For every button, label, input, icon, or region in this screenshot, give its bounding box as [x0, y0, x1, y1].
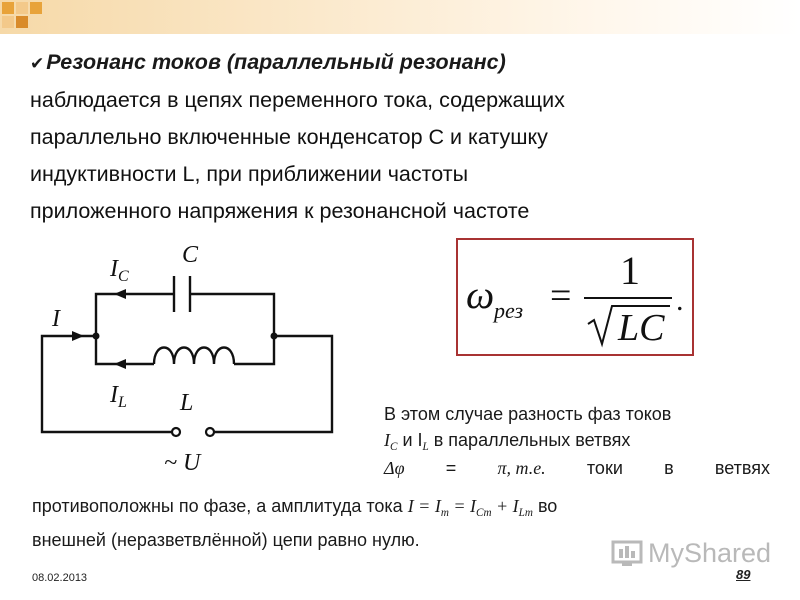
decor-square — [2, 16, 14, 28]
circuit-diagram — [14, 230, 370, 490]
explanation-line-1: В этом случае разность фаз токов — [384, 404, 672, 424]
omega-subscript: рез — [494, 298, 524, 323]
page-number: 89 — [736, 567, 751, 582]
omega-symbol: ω — [466, 272, 495, 317]
slide-date: 08.02.2013 — [32, 572, 88, 584]
numerator: 1 — [620, 248, 640, 293]
svg-text:IC — [109, 256, 129, 285]
body-line: индуктивности L, при приближении частоты — [30, 162, 469, 186]
voltage-label: ~ U — [164, 450, 201, 476]
decor-square — [16, 16, 28, 28]
slide-title: ✔Резонанс токов (параллельный резонанс) — [30, 50, 506, 74]
current-i-label: I — [52, 306, 60, 332]
body-line: наблюдается в цепях переменного тока, содержащих — [30, 88, 565, 112]
watermark: MyShared — [610, 538, 771, 569]
current-il-sub: L — [118, 394, 127, 411]
explanation-line-2: $I_C$ и $I_L$ в параллельных ветвях — [384, 430, 631, 453]
current-il-label: I — [110, 382, 118, 408]
explanation-line-4: противоположны по фазе, а амплитуда тока $I = I_m = I_{Cm} + I_{Lm}$ во — [32, 496, 558, 519]
current-ic-label: I — [110, 256, 118, 282]
decor-square — [2, 2, 14, 14]
top-decor-bar — [0, 0, 800, 34]
decor-square — [30, 2, 42, 14]
resonance-formula — [458, 240, 692, 354]
slide-body — [30, 44, 750, 230]
inductor-label: L — [180, 390, 194, 416]
period: . — [676, 284, 684, 317]
body-line: параллельно включенные конденсатор С и катушку — [30, 125, 548, 149]
equals-sign: = — [550, 275, 572, 317]
decor-square — [16, 2, 28, 14]
current-ic-sub: C — [118, 268, 129, 285]
capacitor-label: C — [182, 242, 199, 268]
checkmark-icon: ✔ — [30, 54, 45, 73]
watermark-logo-icon — [610, 539, 644, 569]
resonance-formula-box — [456, 238, 694, 356]
svg-text:IL — [109, 382, 127, 411]
explanation-line-5: внешней (неразветвлённой) цепи равно нулю. — [32, 530, 420, 550]
body-line: приложенного напряжения к резонансной частоте — [30, 199, 530, 223]
explanation-line-3: Δφ = π, т.е. токи в ветвях — [384, 458, 770, 478]
denominator: LC — [618, 307, 665, 349]
